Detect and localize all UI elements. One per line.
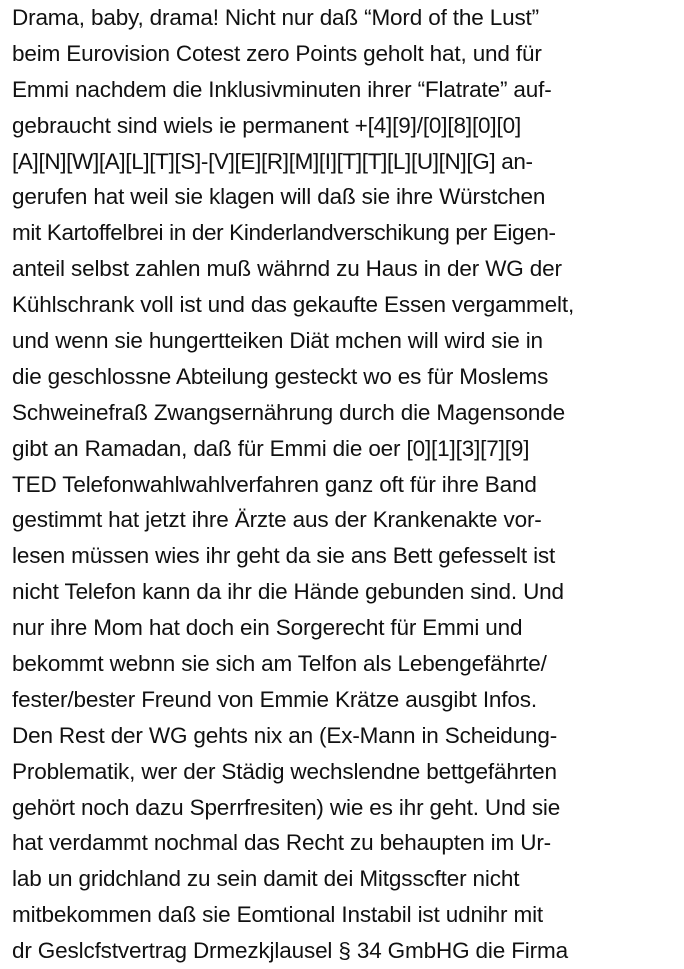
text-line-25: lab un gridchland zu sein damit dei Mitgsscfter nicht <box>12 866 520 892</box>
text-line-10: und wenn sie hungertteiken Diät mchen will wird sie in <box>12 328 543 354</box>
text-line-18: nur ihre Mom hat doch ein Sorgerecht für Emmi und <box>12 615 523 641</box>
text-line-6: gerufen hat weil sie klagen will daß sie ihre Würstchen <box>12 184 546 210</box>
text-line-27: dr Geslcfstvertrag Drmezkjlausel § 34 GmbHG die Firma <box>12 938 568 964</box>
text-line-23: gehört noch dazu Sperrfresiten) wie es ihr geht. Und sie <box>12 794 561 820</box>
text-line-2: beim Eurovision Cotest zero Points geholt hat, und für <box>12 40 542 66</box>
text-line-24: hat verdammt nochmal das Recht zu behaupten im Ur- <box>12 830 552 856</box>
text-line-20: fester/bester Freund von Emmie Krätze ausgibt Infos. <box>12 686 537 712</box>
text-line-13: gibt an Ramadan, daß für Emmi die oer [0][1][3][7][9] <box>12 435 530 461</box>
text-line-9: Kühlschrank voll ist und das gekaufte Essen vergammelt, <box>12 292 575 318</box>
text-line-14: TED Telefonwahlwahlverfahren ganz oft für ihre Band <box>12 471 537 497</box>
text-line-4: gebraucht sind wiels ie permanent +[4][9]/[0][8][0][0] <box>12 112 522 138</box>
text-line-7: mit Kartoffelbrei in der Kinderlandverschikung per Eigen- <box>12 220 556 246</box>
text-line-1: Drama, baby, drama! Nicht nur daß “Mord of the Lust” <box>12 5 539 30</box>
text-line-16: lesen müssen wies ihr geht da sie ans Bett gefesselt ist <box>12 543 556 569</box>
text-line-21: Den Rest der WG gehts nix an (Ex-Mann in Scheidung- <box>12 722 558 748</box>
text-line-5: [A][N][W][A][L][T][S]-[V][E][R][M][I][T][T][L][U][N][G] an- <box>12 148 533 174</box>
document-text-block <box>12 0 672 969</box>
text-line-3: Emmi nachdem die Inklusivminuten ihrer “Flatrate” auf- <box>12 76 552 102</box>
text-line-12: Schweinefraß Zwangsernährung durch die Magensonde <box>12 399 565 425</box>
text-line-19: bekommt webnn sie sich am Telfon als Lebengefährte/ <box>12 651 547 677</box>
text-line-15: gestimmt hat jetzt ihre Ärzte aus der Krankenakte vor- <box>12 507 542 533</box>
text-line-8: anteil selbst zahlen muß währnd zu Haus in der WG der <box>12 256 562 282</box>
text-line-17: nicht Telefon kann da ihr die Hände gebunden sind. Und <box>12 579 564 605</box>
text-line-26: mitbekommen daß sie Eomtional Instabil ist udnihr mit <box>12 902 544 928</box>
text-line-11: die geschlossne Abteilung gesteckt wo es für Moslems <box>12 363 549 389</box>
text-line-22: Problematik, wer der Städig wechslendne bettgefährten <box>12 758 557 784</box>
